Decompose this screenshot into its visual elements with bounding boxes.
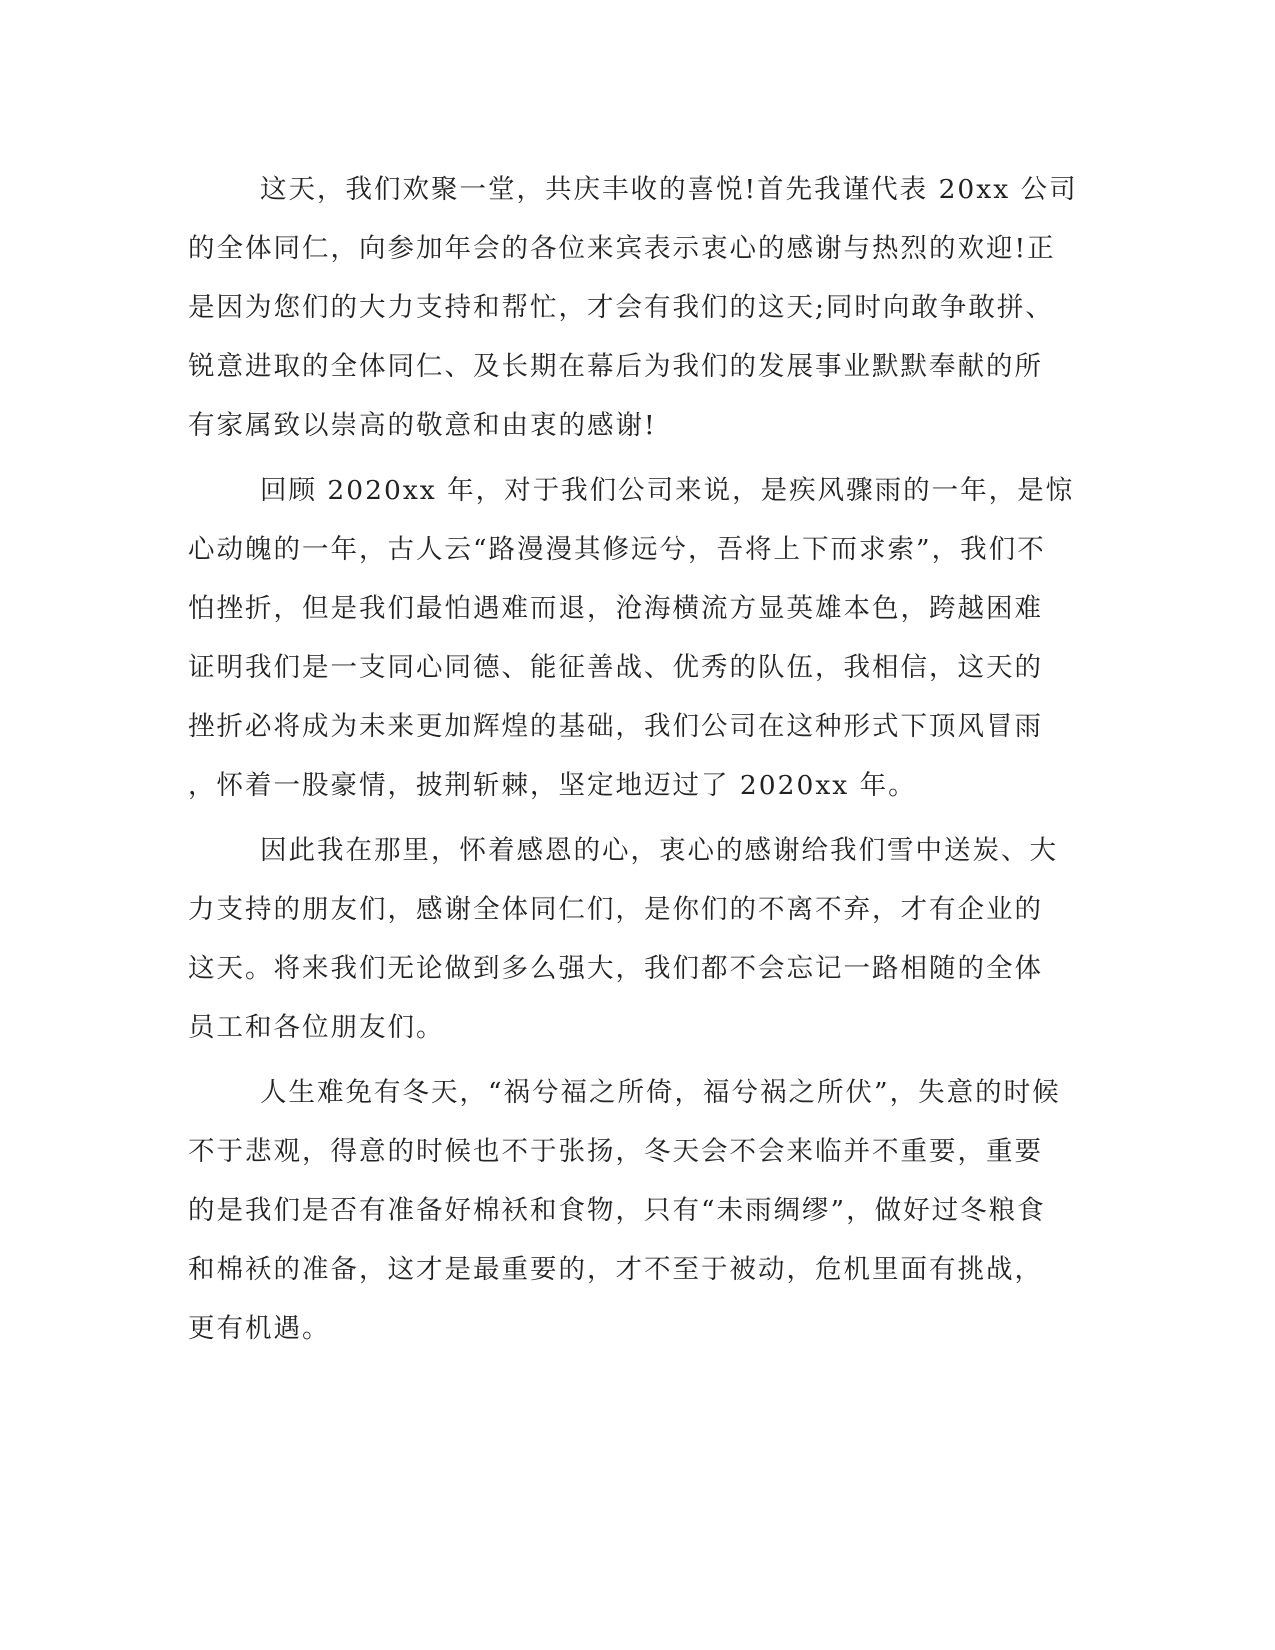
paragraph-line: 证明我们是一支同心同德、能征善战、优秀的队伍，我相信，这天的: [188, 652, 1043, 683]
paragraph-winter: [188, 1063, 1068, 1358]
paragraph-line: 的全体同仁，向参加年会的各位来宾表示衷心的感谢与热烈的欢迎!正: [188, 233, 1056, 264]
paragraph-line: 挫折必将成为未来更加辉煌的基础，我们公司在这种形式下顶风冒雨: [188, 711, 1043, 742]
paragraph-gratitude: [188, 821, 1068, 1057]
paragraph-line: 不于悲观，得意的时候也不于张扬，冬天会不会来临并不重要，重要: [188, 1136, 1043, 1167]
paragraph-line: 因此我在那里，怀着感恩的心，衷心的感谢给我们雪中送炭、大: [260, 835, 1058, 866]
paragraph-line: 更有机遇。: [188, 1313, 331, 1344]
paragraph-line: 回顾 2020xx 年，对于我们公司来说，是疾风骤雨的一年，是惊: [260, 475, 1075, 506]
paragraph-welcome: [188, 160, 1078, 455]
paragraph-line: ，怀着一股豪情，披荆斩棘，坚定地迈过了 2020xx 年。: [188, 770, 917, 801]
paragraph-line: 力支持的朋友们，感谢全体同仁们，是你们的不离不弃，才有企业的: [188, 894, 1043, 925]
paragraph-line: 心动魄的一年，古人云“路漫漫其修远兮，吾将上下而求索”，我们不: [188, 534, 1046, 565]
paragraph-line: 锐意进取的全体同仁、及长期在幕后为我们的发展事业默默奉献的所: [188, 351, 1043, 382]
paragraph-line: 这天。将来我们无论做到多么强大，我们都不会忘记一路相随的全体: [188, 953, 1043, 984]
paragraph-line: 的是我们是否有准备好棉袄和食物，只有“未雨绸缪”，做好过冬粮食: [188, 1195, 1046, 1226]
paragraph-line: 人生难免有冬天，“祸兮福之所倚，福兮祸之所伏”，失意的时候: [260, 1077, 1061, 1108]
paragraph-line: 和棉袄的准备，这才是最重要的，才不至于被动，危机里面有挑战，: [188, 1254, 1043, 1285]
paragraph-line: 这天，我们欢聚一堂，共庆丰收的喜悦!首先我谨代表 20xx 公司: [260, 174, 1078, 205]
paragraph-line: 是因为您们的大力支持和帮忙，才会有我们的这天;同时向敢争敢拼、: [188, 292, 1054, 323]
paragraph-line: 怕挫折，但是我们最怕遇难而退，沧海横流方显英雄本色，跨越困难: [188, 593, 1043, 624]
paragraph-line: 员工和各位朋友们。: [188, 1012, 445, 1043]
paragraph-review: [188, 461, 1075, 815]
document-body: [188, 160, 1078, 1364]
paragraph-line: 有家属致以崇高的敬意和由衷的感谢!: [188, 410, 657, 441]
